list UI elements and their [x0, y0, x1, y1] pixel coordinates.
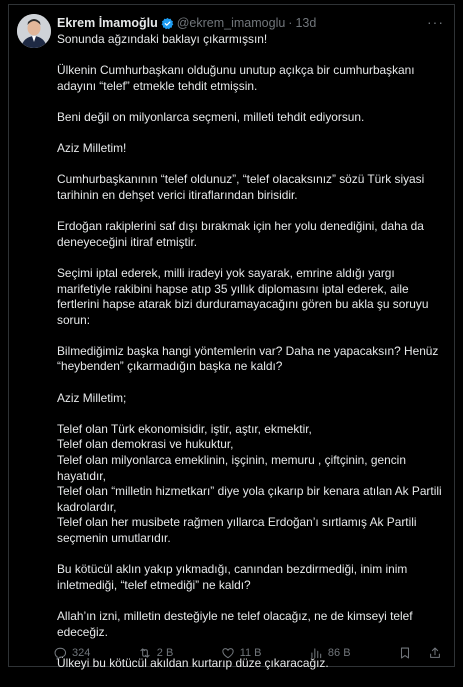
tweet-list-line: Telef olan her musibete rağmen yıllarca Erdoğan’ı sırtlamış Ak Partili seçmenin umutlarıdır. [57, 515, 417, 545]
avatar-image [17, 14, 51, 48]
tweet-list-line: Telef olan milyonlarca emeklinin, işçinin, memuru , çiftçinin, gencin hayatıdır, [57, 453, 406, 483]
tweet-paragraph: Allah’ın izni, milletin desteğiyle ne telef olacağız, ne de kimseyi telef edeceğiz. [57, 608, 413, 639]
tweet-paragraph: Sonunda ağzındaki baklayı çıkarmışsın! [57, 32, 268, 46]
tweet-paragraph: Ülkeyi bu kötücül akıldan kurtarıp düze çıkaracağız. [57, 655, 329, 670]
secondary-actions [398, 646, 442, 660]
like-button[interactable] [221, 646, 262, 660]
retweet-button[interactable] [138, 646, 174, 660]
tweet-paragraph: Ülkenin Cumhurbaşkanı olduğunu unutup açıkça bir cumhurbaşkanı adayını “telef” etmekle tehdit etmişsin. [57, 63, 415, 93]
author-handle[interactable]: @ekrem_imamoglu [176, 16, 286, 30]
tweet-text [57, 32, 449, 687]
share-icon[interactable] [428, 646, 442, 660]
tweet-paragraph: Seçimi iptal ederek, milli iradeyi yok sayarak, emrine aldığı yargı marifetiyle rakibini hapse atıp 35 yıllık diplomasını iptal ederek, aile fertlerini hapse atarak bizi durduramayacağını gören bu akla şu soruyu sorun: [57, 265, 429, 327]
tweet-list-line: Telef olan Türk ekonomisidir, iştir, aştır, ekmektir, [57, 421, 312, 436]
reply-count: 324 [72, 647, 91, 659]
tweet-paragraph: Erdoğan rakiplerini saf dışı bırakmak için her yolu denediğini, daha da deneyeceğini itiraf etmiştir. [57, 219, 424, 249]
bookmark-icon[interactable] [398, 646, 412, 660]
tweet-list-line: Telef olan “milletin hizmetkarı” diye yola çıkarıp bir kenara atılan Ak Partili kadrolardır, [57, 484, 442, 514]
separator-dot: · [288, 16, 293, 30]
heart-icon [221, 646, 235, 660]
tweet-paragraph: Aziz Milletim! [57, 141, 127, 156]
views-button[interactable] [309, 646, 351, 660]
like-count: 11 B [239, 647, 262, 659]
more-options-icon[interactable]: ··· [427, 14, 444, 30]
tweet-paragraph: Bu kötücül aklın yakıp yıkmadığı, canından bezdirmediği, inim inim inletmediği, “telef etmediği” ne kaldı? [57, 562, 408, 592]
avatar[interactable] [17, 14, 51, 48]
tweet-paragraph: Bilmediğimiz başka hangi yöntemlerin var? Daha ne yapacaksın? Henüz “heybenden” çıkarmadığın başka ne kaldı? [57, 343, 439, 374]
verified-badge-icon [161, 17, 174, 30]
views-chart-icon [309, 646, 323, 660]
tweet-paragraph: Beni değil on milyonlarca seçmeni, milleti tehdit ediyorsun. [57, 109, 365, 124]
timestamp[interactable]: 13d [295, 16, 317, 30]
tweet-paragraph: Cumhurbaşkanının “telef oldunuz”, “telef olacaksınız” sözü Türk siyasi tarihinin en dehşet verici itiraflarından birisidir. [57, 172, 425, 202]
retweet-count: 2 B [156, 647, 174, 659]
tweet-card [8, 4, 455, 670]
action-bar [53, 645, 442, 661]
reply-icon [53, 646, 67, 660]
tweet-list-line: Telef olan demokrasi ve hukuktur, [57, 437, 234, 452]
tweet-header [57, 13, 444, 33]
retweet-icon [138, 646, 152, 660]
author-name[interactable]: Ekrem İmamoğlu [57, 16, 158, 30]
tweet-paragraph: Aziz Milletim; [57, 390, 127, 405]
views-count: 86 B [327, 647, 351, 659]
reply-button[interactable] [53, 646, 90, 660]
